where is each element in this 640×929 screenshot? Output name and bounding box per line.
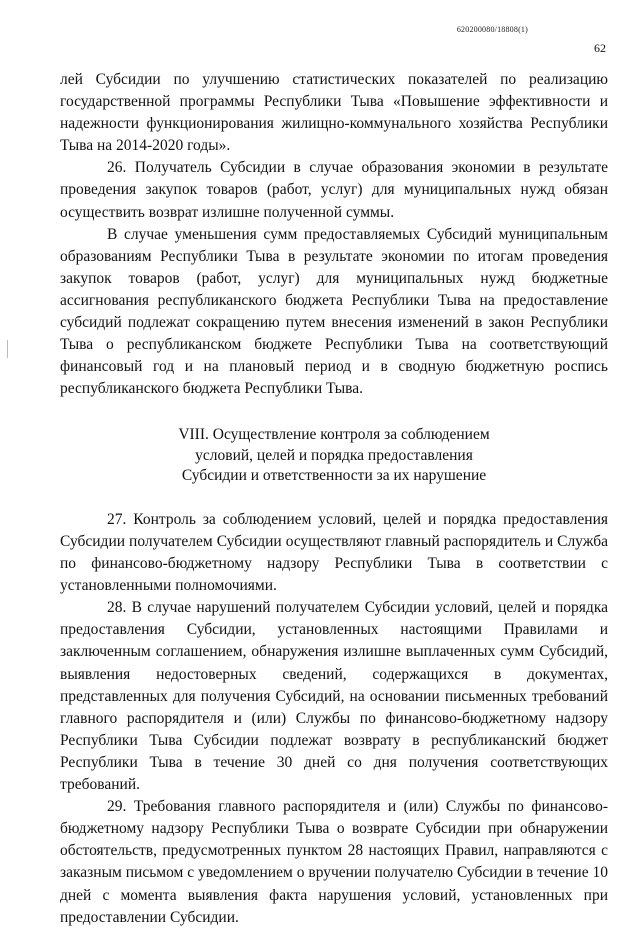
section-heading-line: VIII. Осуществление контроля за соблюдением <box>178 426 490 444</box>
paragraph-28: 28. В случае нарушений получателем Субсидии условий, целей и порядка предоставления Субсидии, установленных настоящими Правилами и заключенным соглашением, обнаружения излишне выплаченных сумм Субсидий, выявления недостоверных сведений, содержащихся в документах, представленных для получения Субсидий, на основании письменных требований главного распорядителя и (или) Службы по финансово-бюджетному надзору Республики Тыва Субсидии подлежат возврату в республиканский бюджет Республики Тыва в течение 30 дней со дня получения соответствующих требований. <box>60 599 608 794</box>
paragraph-continuation: лей Субсидии по улучшению статистических показателей по реализацию государственной программы Республики Тыва «Повышение эффективности и надежности функционирования жилищно-коммунального хозяйства Республики Тыва на 2014-2020 годы». <box>60 71 608 155</box>
paragraph-26: 26. Получатель Субсидии в случае образования экономии в результате проведения закупок товаров (работ, услуг) для муниципальных нужд обязан осуществить возврат излишне полученной суммы. <box>60 159 608 221</box>
section-heading <box>60 425 608 487</box>
section-heading-line: условий, целей и порядка предоставления <box>195 446 473 464</box>
document-code: 620200080/18808(1) <box>456 25 528 34</box>
paragraph-29: 29. Требования главного распорядителя и (или) Службы по финансово-бюджетному надзору Республики Тыва о возврате Субсидии при обнаружении обстоятельств, предусмотренных пунктом 28 настоящих Правил, направляются с заказным письмом с уведомлением о вручении получателю Субсидии в течение 10 дней с момента выявления факта нарушения условий, установленных при предоставлении Субсидии. <box>60 798 608 926</box>
scan-margin-mark <box>7 340 8 358</box>
page-number: 62 <box>594 41 606 55</box>
paragraph-27: 27. Контроль за соблюдением условий, целей и порядка предоставления Субсидии получателем Субсидии осуществляют главный распорядитель и Служба по финансово-бюджетному надзору Республики Тыва в соответствии с установленными полномочиями. <box>60 510 608 595</box>
document-body <box>60 69 608 929</box>
paragraph-26-continued: В случае уменьшения сумм предоставляемых Субсидий муниципальным образованиям Республики Тыва в результате экономии по итогам проведения закупок товаров (работ, услуг) для муниципальных нужд бюджетные ассигнования республиканского бюджета Республики Тыва на предоставление субсидий подлежат сокращению путем внесения изменений в закон Республики Тыва о республиканском бюджете Республики Тыва на соответствующий финансовый год и на плановый период и в сводную бюджетную роспись республиканского бюджета Республики Тыва. <box>60 225 608 398</box>
section-heading-line: Субсидии и ответственности за их нарушение <box>181 467 487 485</box>
